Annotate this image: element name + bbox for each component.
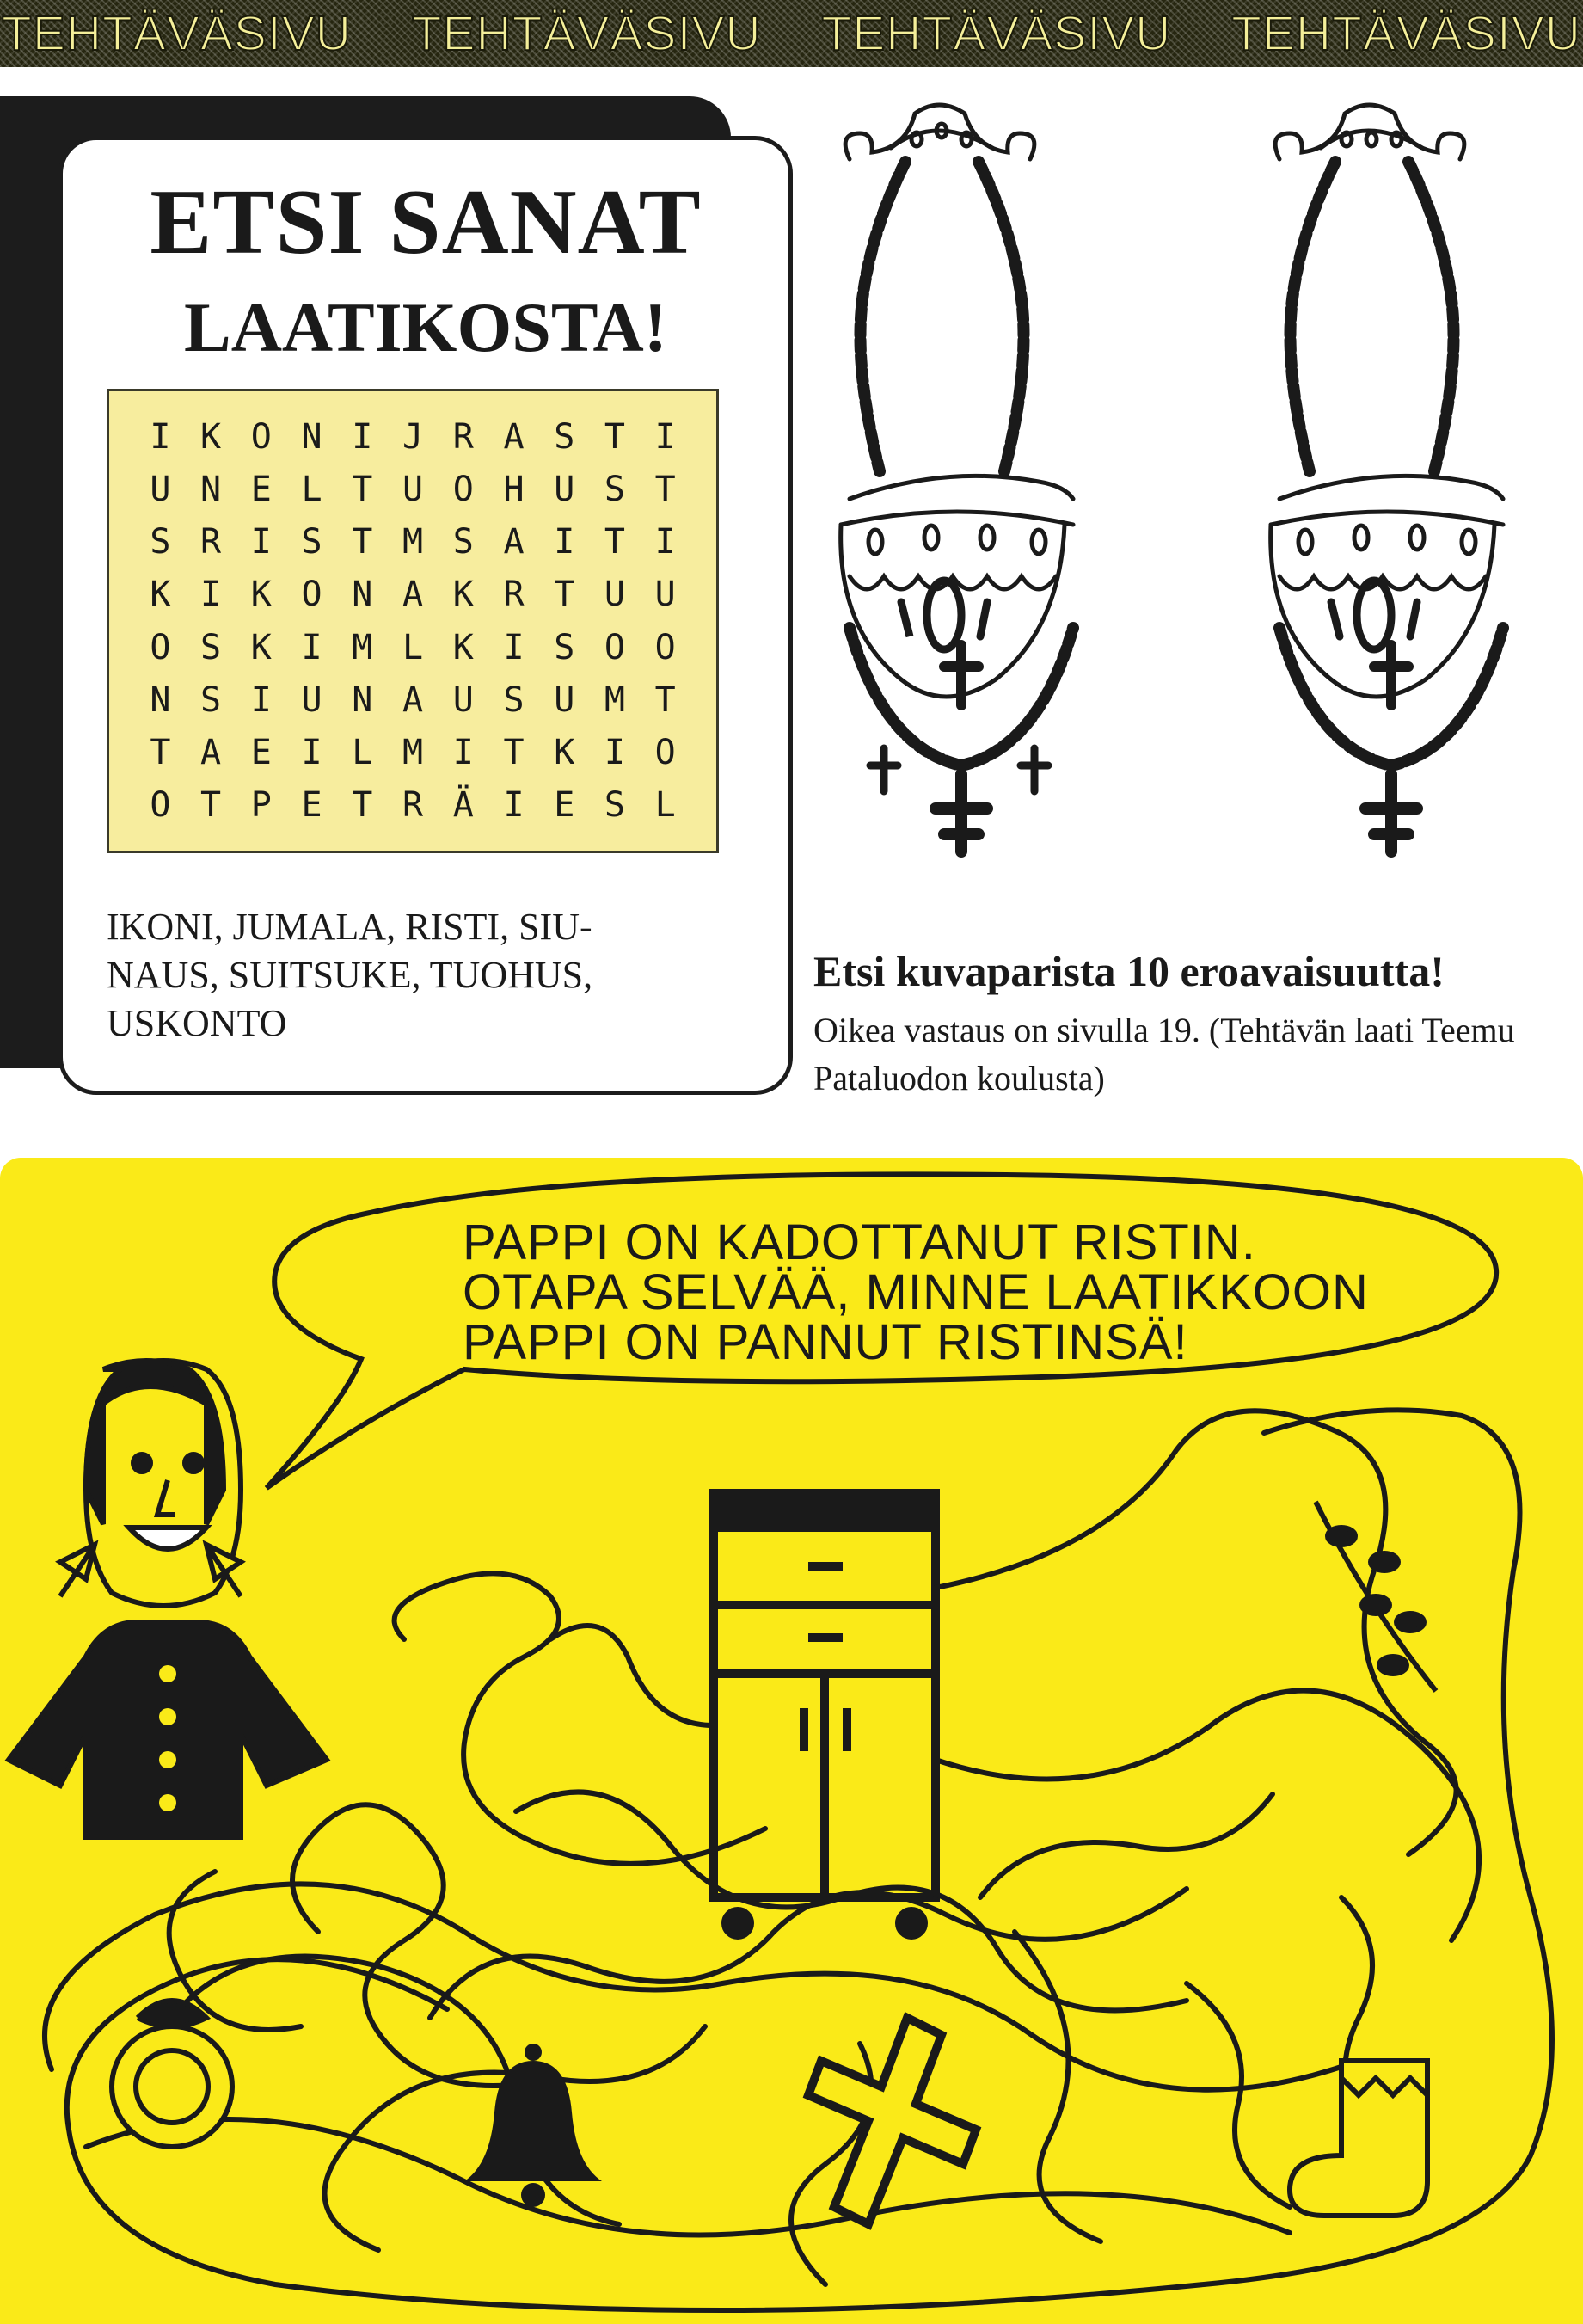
- grid-letter: T: [554, 575, 575, 615]
- word-search-title: ETSI SANAT: [150, 171, 702, 274]
- grid-letter: I: [250, 522, 272, 563]
- grid-letter: R: [452, 416, 474, 457]
- grid-letter: U: [654, 575, 676, 615]
- grid-letter: I: [452, 733, 474, 773]
- grid-letter: Ä: [452, 785, 474, 826]
- lamp-pair-illustration: [815, 95, 1572, 869]
- grid-letter: R: [402, 785, 424, 826]
- grid-letter: I: [503, 785, 525, 826]
- grid-letter: R: [503, 575, 525, 615]
- grid-letter: M: [402, 733, 424, 773]
- hanging-lamp-left: [841, 105, 1073, 852]
- banner-word: TEHTÄVÄSIVU: [2, 5, 352, 61]
- grid-letter: I: [150, 416, 171, 457]
- cupboard-icon: [714, 1493, 936, 1935]
- cross-icon: [808, 2018, 976, 2224]
- grid-letter: S: [554, 416, 575, 457]
- grid-letter: O: [150, 627, 171, 667]
- grid-letter: T: [654, 679, 676, 720]
- stocking-icon: [1290, 2061, 1427, 2216]
- grid-row: [135, 575, 690, 614]
- grid-letter: A: [402, 679, 424, 720]
- grid-letter: U: [554, 679, 575, 720]
- grid-letter: I: [352, 416, 373, 457]
- grid-letter: O: [452, 469, 474, 509]
- grid-letter: E: [301, 785, 322, 826]
- grid-letter: U: [150, 469, 171, 509]
- speech-line: PAPPI ON PANNUT RISTINSÄ!: [463, 1314, 1188, 1370]
- grid-row: [135, 785, 690, 825]
- grid-letter: S: [200, 627, 222, 667]
- grid-letter: U: [554, 469, 575, 509]
- speech-line: PAPPI ON KADOTTANUT RISTIN.: [463, 1214, 1256, 1270]
- grid-letter: M: [352, 627, 373, 667]
- grid-letter: I: [250, 679, 272, 720]
- grid-letter: T: [150, 733, 171, 773]
- grid-letter: E: [250, 733, 272, 773]
- grid-letter: L: [301, 469, 322, 509]
- grid-letter: P: [250, 785, 272, 826]
- word-list-line: USKONTO: [107, 1002, 287, 1044]
- grid-letter: M: [402, 522, 424, 563]
- twig-icon: [1316, 1502, 1436, 1691]
- grid-letter: L: [352, 733, 373, 773]
- grid-letter: K: [250, 627, 272, 667]
- grid-letter: N: [150, 679, 171, 720]
- grid-letter: I: [554, 522, 575, 563]
- word-list-line: NAUS, SUITSUKE, TUOHUS,: [107, 954, 593, 996]
- grid-letter: K: [452, 575, 474, 615]
- grid-letter: T: [604, 416, 626, 457]
- grid-row: [135, 522, 690, 562]
- grid-row: [135, 628, 690, 667]
- grid-letter: O: [301, 575, 322, 615]
- grid-letter: T: [200, 785, 222, 826]
- grid-letter: I: [503, 627, 525, 667]
- grid-letter: S: [604, 469, 626, 509]
- grid-letter: I: [604, 733, 626, 773]
- grid-letter: N: [301, 416, 322, 457]
- grid-letter: O: [604, 627, 626, 667]
- difference-puzzle-body: Oikea vastaus on sivulla 19. (Tehtävän laati Teemu Pataluodon koulusta): [813, 1011, 1515, 1097]
- grid-letter: N: [200, 469, 222, 509]
- grid-letter: S: [452, 522, 474, 563]
- grid-letter: U: [604, 575, 626, 615]
- grid-letter: T: [503, 733, 525, 773]
- grid-letter: T: [352, 469, 373, 509]
- grid-letter: O: [654, 733, 676, 773]
- grid-letter: T: [352, 522, 373, 563]
- grid-letter: U: [452, 679, 474, 720]
- grid-letter: S: [150, 522, 171, 563]
- header-banner: [0, 0, 1583, 67]
- grid-letter: A: [503, 416, 525, 457]
- grid-letter: A: [402, 575, 424, 615]
- grid-letter: S: [200, 679, 222, 720]
- grid-letter: I: [200, 575, 222, 615]
- grid-letter: K: [452, 627, 474, 667]
- grid-letter: S: [301, 522, 322, 563]
- grid-letter: T: [352, 785, 373, 826]
- hanging-lamp-right: [1271, 105, 1503, 852]
- grid-letter: L: [654, 785, 676, 826]
- word-search-subtitle: LAATIKOSTA!: [184, 288, 667, 366]
- grid-letter: S: [554, 627, 575, 667]
- grid-letter: U: [402, 469, 424, 509]
- grid-row: [135, 417, 690, 457]
- grid-letter: L: [402, 627, 424, 667]
- grid-letter: I: [654, 522, 676, 563]
- grid-letter: A: [503, 522, 525, 563]
- speech-bubble-text: [463, 1214, 1494, 1370]
- grid-letter: J: [402, 416, 424, 457]
- banner-word: TEHTÄVÄSIVU: [1231, 5, 1581, 61]
- bell-icon: [464, 2044, 602, 2207]
- grid-letter: E: [250, 469, 272, 509]
- grid-letter: K: [250, 575, 272, 615]
- grid-letter: N: [352, 679, 373, 720]
- grid-letter: I: [301, 627, 322, 667]
- grid-letter: O: [150, 785, 171, 826]
- grid-letter: M: [604, 679, 626, 720]
- grid-letter: E: [554, 785, 575, 826]
- grid-letter: I: [654, 416, 676, 457]
- grid-row: [135, 733, 690, 772]
- grid-letter: K: [554, 733, 575, 773]
- speech-line: OTAPA SELVÄÄ, MINNE LAATIKKOON: [463, 1264, 1369, 1320]
- letter-grid: [107, 389, 719, 853]
- word-list: [107, 903, 734, 1048]
- wreath-icon: [112, 2001, 232, 2147]
- word-list-line: IKONI, JUMALA, RISTI, SIU-: [107, 906, 592, 948]
- grid-letter: N: [352, 575, 373, 615]
- grid-letter: H: [503, 469, 525, 509]
- banner-word: TEHTÄVÄSIVU: [411, 5, 762, 61]
- grid-letter: R: [200, 522, 222, 563]
- grid-letter: O: [654, 627, 676, 667]
- grid-row: [135, 680, 690, 720]
- difference-puzzle-title: Etsi kuvaparista 10 eroavaisuutta!: [813, 947, 1445, 995]
- grid-letter: K: [150, 575, 171, 615]
- grid-letter: T: [654, 469, 676, 509]
- grid-row: [135, 470, 690, 509]
- grid-letter: S: [503, 679, 525, 720]
- grid-letter: A: [200, 733, 222, 773]
- grid-letter: I: [301, 733, 322, 773]
- grid-letter: T: [604, 522, 626, 563]
- grid-letter: O: [250, 416, 272, 457]
- grid-letter: K: [200, 416, 222, 457]
- girl-figure: [9, 1361, 327, 1837]
- grid-letter: S: [604, 785, 626, 826]
- banner-word: TEHTÄVÄSIVU: [821, 5, 1172, 61]
- grid-letter: U: [301, 679, 322, 720]
